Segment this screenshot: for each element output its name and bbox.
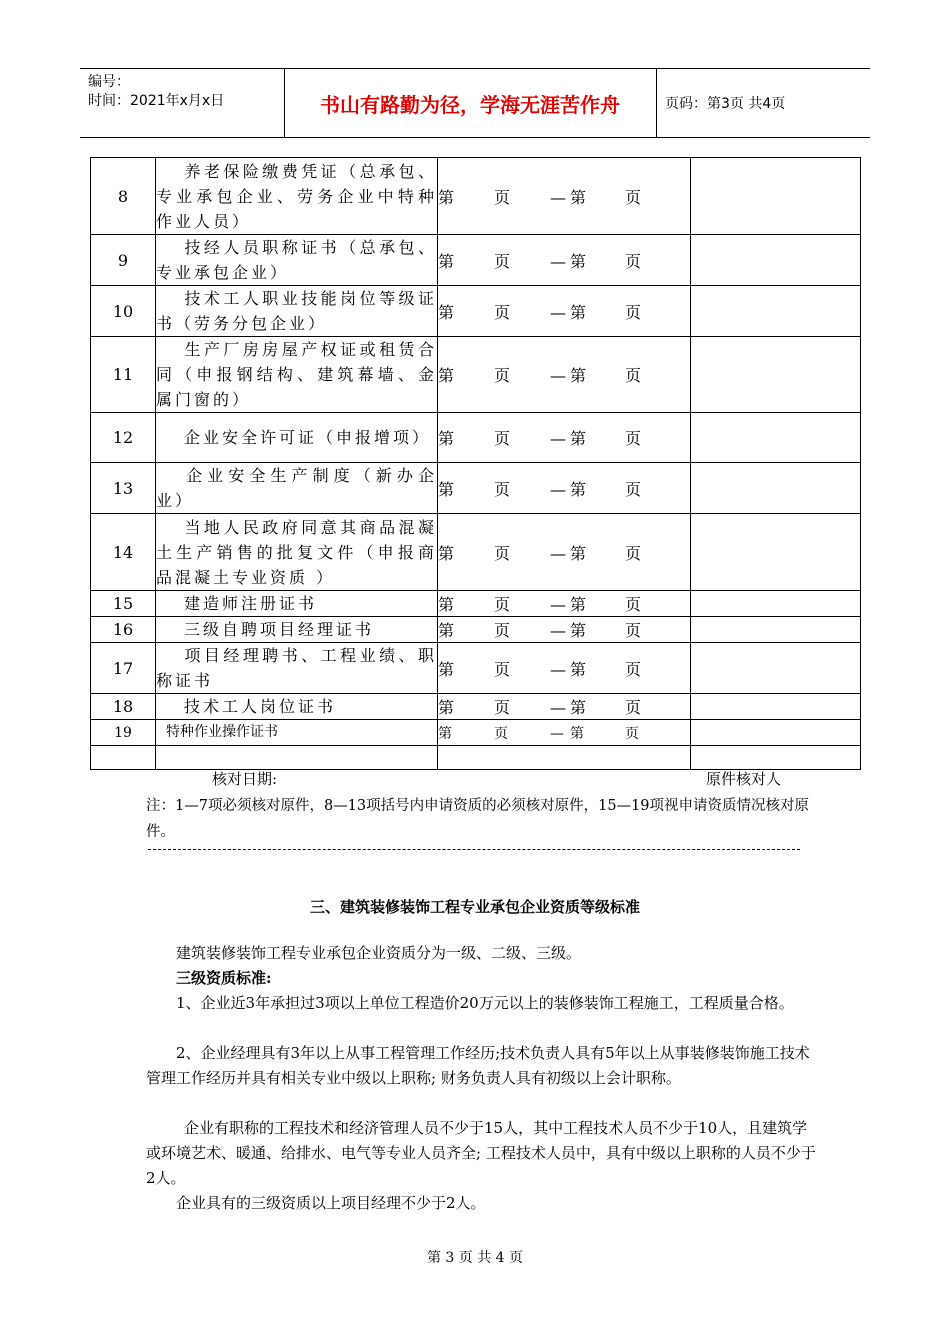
dashed-separator (148, 849, 800, 850)
page-range-unit: 页 (625, 302, 642, 322)
page-range-end: 第 (570, 595, 587, 614)
page-range-end: 第 (570, 543, 587, 563)
page-range-unit: 页 (625, 725, 639, 742)
page-range-unit: 页 (625, 595, 642, 614)
page-range-end: 第 (570, 479, 587, 499)
verification-cell (691, 591, 861, 617)
page-range (438, 337, 691, 413)
empty-cell (438, 746, 691, 770)
criterion-1 (146, 991, 822, 1016)
row-number: 13 (91, 463, 156, 514)
document-name-text: 建造师注册证书 (184, 594, 318, 613)
page-range-start: 第 (438, 366, 455, 385)
empty-cell (91, 746, 156, 770)
row-number: 16 (91, 617, 156, 643)
page-range (438, 617, 691, 643)
table-row (91, 591, 861, 617)
document-checklist-table (90, 157, 861, 770)
page-range (438, 158, 691, 235)
document-name (156, 617, 438, 643)
page-range-start: 第 (438, 302, 455, 322)
page-range-start: 第 (438, 187, 455, 207)
page-range-unit: 页 (494, 659, 511, 679)
page-range-unit: 页 (494, 725, 508, 742)
page-range-unit: 页 (625, 543, 642, 563)
criterion-3-text: 企业有职称的工程技术和经济管理人员不少于15人，其中工程技术人员不少于10人，且建筑学或环境艺术、暖通、给排水、电气等专业人员齐全; 工程技术人员中，具有中级以上职称的人员不少于2人。 (146, 1119, 816, 1187)
header-divider (656, 69, 657, 137)
page-range-start: 第 (438, 429, 455, 448)
page-range (438, 694, 691, 720)
row-number: 8 (91, 158, 156, 235)
empty-cell (156, 746, 438, 770)
page-range-dash: — (550, 479, 566, 499)
document-name-text: 生产厂房房屋产权证或租赁合同（申报钢结构、建筑幕墙、金属门窗的） (156, 340, 437, 409)
page-range-start: 第 (438, 479, 455, 499)
page-range-dash: — (550, 302, 566, 322)
verification-cell (691, 694, 861, 720)
page-range-end: 第 (570, 187, 587, 207)
check-date-label: 核对日期: (212, 770, 278, 788)
page-range-dash: — (550, 251, 566, 271)
page-range-start: 第 (438, 725, 452, 742)
page-range-unit: 页 (625, 479, 642, 499)
table-row (91, 617, 861, 643)
document-name-text: 技术工人岗位证书 (184, 697, 337, 716)
criterion-4 (146, 1191, 822, 1216)
empty-cell (691, 746, 861, 770)
document-name-text: 特种作业操作证书 (166, 724, 278, 740)
row-number: 18 (91, 694, 156, 720)
document-name-text: 技术工人职业技能岗位等级证书（劳务分包企业） (156, 289, 437, 333)
table-row (91, 643, 861, 694)
page-range-start: 第 (438, 543, 455, 563)
page-range-dash: — (550, 595, 566, 614)
page-range-unit: 页 (494, 251, 511, 271)
page-footer: 第 3 页 共 4 页 (426, 1250, 524, 1266)
page-range-end: 第 (570, 659, 587, 679)
table-row (91, 158, 861, 235)
document-name-text: 项目经理聘书、工程业绩、职称证书 (156, 646, 437, 690)
verification-cell (691, 514, 861, 591)
header-motto: 书山有路勤为径，学海无涯苦作舟 (320, 93, 620, 117)
page-range (438, 591, 691, 617)
page-range-dash: — (550, 187, 566, 207)
page-header (80, 68, 870, 138)
criterion-2-text: 2、企业经理具有3年以上从事工程管理工作经历;技术负责人具有5年以上从事装修装饰施工技术管理工作经历并具有相关专业中级以上职称; 财务负责人具有初级以上会计职称。 (146, 1044, 810, 1087)
table-row (91, 413, 861, 463)
table-row (91, 337, 861, 413)
page-range-unit: 页 (494, 595, 511, 614)
page-range-end: 第 (570, 302, 587, 322)
table-row (91, 286, 861, 337)
document-name (156, 591, 438, 617)
table-row (91, 235, 861, 286)
document-name-text: 企业安全生产制度（新办企业） (156, 466, 437, 510)
page-range-dash: — (550, 698, 566, 717)
document-name (156, 463, 438, 514)
page-range-unit: 页 (625, 659, 642, 679)
verification-cell (691, 337, 861, 413)
row-number: 12 (91, 413, 156, 463)
document-name (156, 720, 438, 746)
row-number: 17 (91, 643, 156, 694)
document-name (156, 643, 438, 694)
page-range-dash: — (550, 429, 566, 448)
page-range-unit: 页 (494, 698, 511, 717)
page-range (438, 514, 691, 591)
criterion-4-text: 企业具有的三级资质以上项目经理不少于2人。 (176, 1194, 486, 1212)
verification-cell (691, 413, 861, 463)
document-name-text: 当地人民政府同意其商品混凝土生产销售的批复文件（申报商品混凝土专业资质 ） (156, 517, 437, 587)
page-range-dash: — (550, 659, 566, 679)
page-range (438, 286, 691, 337)
page-range-unit: 页 (494, 187, 511, 207)
page-range-end: 第 (570, 366, 587, 385)
page-range-end: 第 (570, 251, 587, 271)
page-range-unit: 页 (625, 187, 642, 207)
verification-cell (691, 286, 861, 337)
document-name (156, 694, 438, 720)
page-range-end: 第 (570, 698, 587, 717)
header-page-info: 页码：第3页 共4页 (665, 96, 786, 112)
document-name (156, 235, 438, 286)
page-range-start: 第 (438, 698, 455, 717)
page-range-end: 第 (570, 429, 587, 448)
intro-paragraph (146, 941, 822, 966)
document-name-text: 养老保险缴费凭证（总承包、专业承包企业、劳务企业中特种作业人员） (156, 161, 437, 231)
header-meta (88, 73, 284, 111)
table-row (91, 514, 861, 591)
page-range-dash: — (550, 543, 566, 563)
page-range-unit: 页 (625, 366, 642, 385)
note-text: 注：1—7项必须核对原件，8—13项括号内申请资质的必须核对原件，15—19项视申请资质情况核对原件。 (146, 798, 810, 840)
page-range (438, 643, 691, 694)
grade-subtitle (146, 966, 822, 991)
document-name (156, 337, 438, 413)
document-name-text: 三级自聘项目经理证书 (184, 620, 375, 639)
page-range-unit: 页 (494, 543, 511, 563)
page-range (438, 720, 691, 746)
page-range-start: 第 (438, 659, 455, 679)
page-range-unit: 页 (494, 621, 511, 640)
date-label: 时间：2021年x月x日 (88, 93, 225, 109)
page-range-end: 第 (570, 725, 584, 742)
page-range-end: 第 (570, 621, 587, 640)
page-range-unit: 页 (625, 698, 642, 717)
number-label: 编号： (88, 74, 130, 90)
page-range-unit: 页 (494, 429, 511, 448)
page-range-start: 第 (438, 595, 455, 614)
row-number: 11 (91, 337, 156, 413)
page-range (438, 413, 691, 463)
criterion-1-text: 1、企业近3年承担过3项以上单位工程造价20万元以上的装修装饰工程施工，工程质量合格。 (176, 994, 794, 1012)
document-name (156, 514, 438, 591)
verification-cell (691, 235, 861, 286)
page-range-dash: — (550, 725, 564, 742)
page-range-start: 第 (438, 621, 455, 640)
row-number: 19 (91, 720, 156, 746)
page-range-unit: 页 (625, 251, 642, 271)
page-range-dash: — (550, 366, 566, 385)
criterion-2 (146, 1041, 822, 1091)
page-range (438, 235, 691, 286)
document-name (156, 158, 438, 235)
page-range-dash: — (550, 621, 566, 640)
verification-cell (691, 720, 861, 746)
row-number: 15 (91, 591, 156, 617)
page-range-unit: 页 (494, 366, 511, 385)
document-name (156, 413, 438, 463)
table-row (91, 463, 861, 514)
page-range-unit: 页 (625, 429, 642, 448)
row-number: 10 (91, 286, 156, 337)
table-row (91, 694, 861, 720)
page-range-start: 第 (438, 251, 455, 271)
table-row (91, 720, 861, 746)
page-range (438, 463, 691, 514)
document-name-text: 技经人员职称证书（总承包、专业承包企业） (156, 238, 437, 282)
page-range-unit: 页 (494, 302, 511, 322)
document-name (156, 286, 438, 337)
document-name-text: 企业安全许可证（申报增项） (184, 428, 432, 447)
intro-text: 建筑装修装饰工程专业承包企业资质分为一级、二级、三级。 (176, 944, 582, 962)
row-number: 9 (91, 235, 156, 286)
verification-cell (691, 643, 861, 694)
row-number: 14 (91, 514, 156, 591)
verification-cell (691, 463, 861, 514)
verification-cell (691, 158, 861, 235)
section-title: 三、建筑装修装饰工程专业承包企业资质等级标准 (309, 898, 640, 916)
grade-subtitle-text: 三级资质标准: (176, 969, 272, 987)
table-row-empty (91, 746, 861, 770)
page-range-unit: 页 (494, 479, 511, 499)
verification-cell (691, 617, 861, 643)
page-range-unit: 页 (625, 621, 642, 640)
criterion-3 (146, 1116, 822, 1191)
original-checker-label: 原件核对人 (706, 770, 782, 788)
